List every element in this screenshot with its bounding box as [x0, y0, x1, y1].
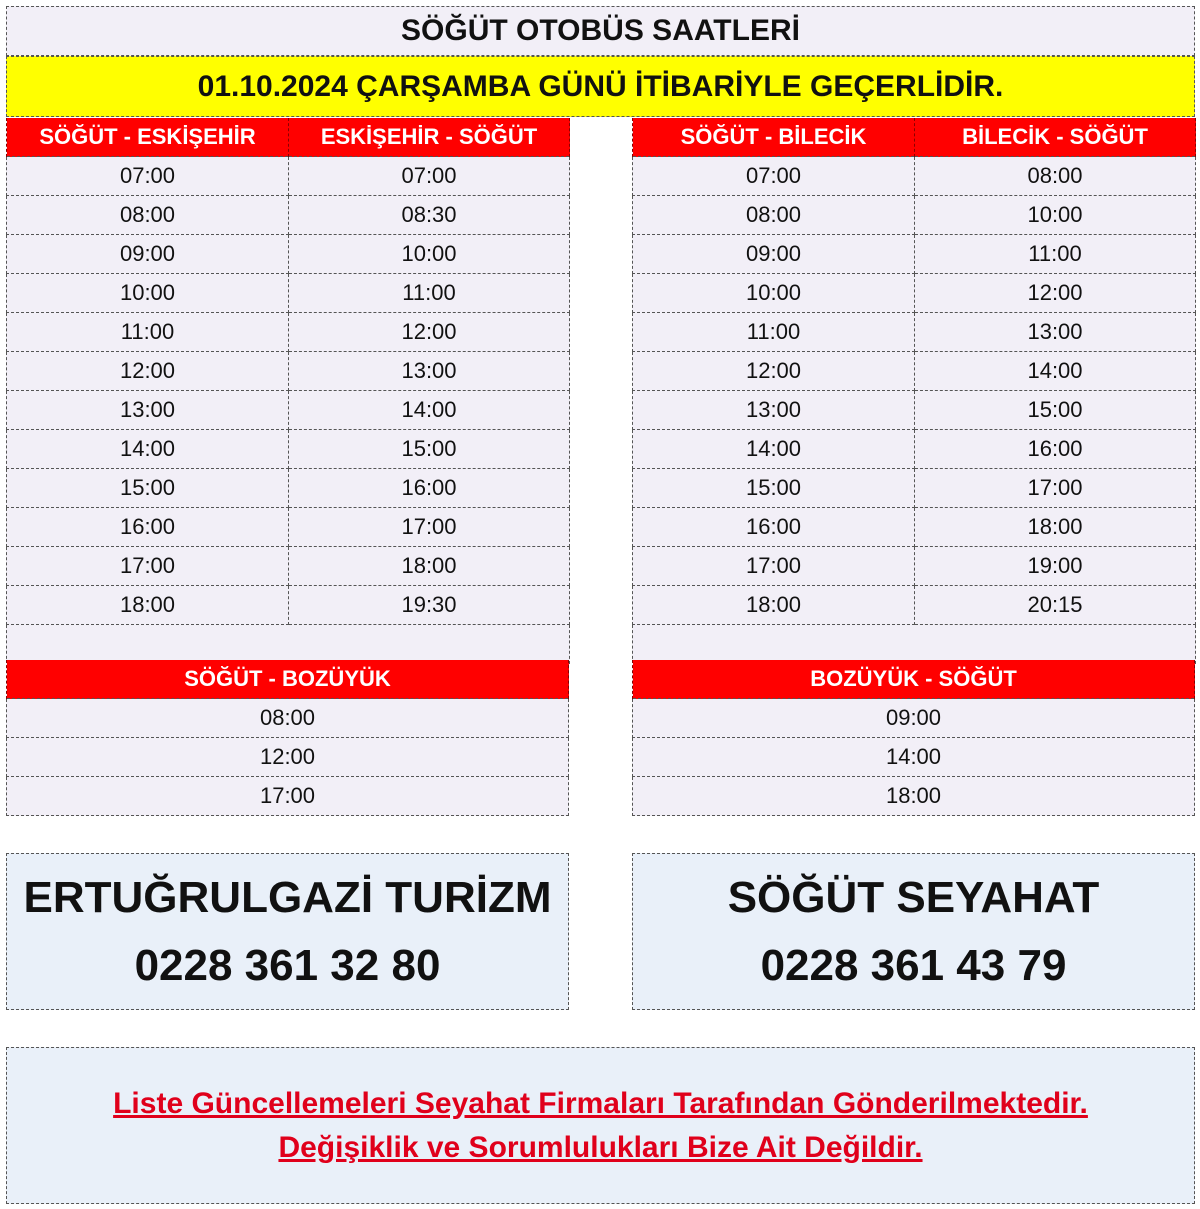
sogut-bozuyuk-table	[6, 660, 569, 816]
table-row	[7, 508, 570, 547]
time-cell: 10:00	[915, 196, 1196, 235]
time-cell: 17:00	[289, 508, 570, 547]
time-cell: 15:00	[915, 391, 1196, 430]
column-header-bilecik-sogut: BİLECİK - SÖĞÜT	[915, 118, 1196, 157]
bozuyuk-sogut-table	[632, 660, 1195, 816]
table-row	[633, 547, 1196, 586]
time-cell: 16:00	[289, 469, 570, 508]
table-row	[7, 391, 570, 430]
disclaimer-line-2: Değişiklik ve Sorumlulukları Bize Ait Değildir.	[278, 1130, 923, 1164]
company-name: ERTUĞRULGAZİ TURİZM	[23, 872, 552, 922]
time-cell: 17:00	[7, 777, 569, 816]
disclaimer-box	[6, 1047, 1195, 1204]
company-name: SÖĞÜT SEYAHAT	[727, 872, 1100, 922]
time-cell: 13:00	[289, 352, 570, 391]
table-row	[7, 274, 570, 313]
column-header-sogut-bilecik: SÖĞÜT - BİLECİK	[633, 118, 915, 157]
time-cell: 13:00	[633, 391, 915, 430]
table-header-row	[633, 118, 1196, 157]
time-cell: 12:00	[633, 352, 915, 391]
time-cell: 10:00	[633, 274, 915, 313]
table-header-row	[633, 660, 1195, 699]
table-row	[633, 157, 1196, 196]
column-header-sogut-eskisehir: SÖĞÜT - ESKİŞEHİR	[7, 118, 289, 157]
table-row	[633, 469, 1196, 508]
table-row	[633, 235, 1196, 274]
table-row	[633, 196, 1196, 235]
time-cell: 18:00	[633, 777, 1195, 816]
time-cell: 11:00	[633, 313, 915, 352]
time-cell: 07:00	[633, 157, 915, 196]
table-row	[7, 430, 570, 469]
time-cell: 12:00	[915, 274, 1196, 313]
page-title: SÖĞÜT OTOBÜS SAATLERİ	[6, 6, 1195, 56]
time-cell: 18:00	[915, 508, 1196, 547]
spacer-cell	[7, 625, 570, 664]
time-cell: 18:00	[7, 586, 289, 625]
time-cell: 12:00	[7, 738, 569, 777]
time-cell: 15:00	[633, 469, 915, 508]
table-row	[7, 235, 570, 274]
spacer-cell	[633, 625, 1196, 664]
table-row	[633, 586, 1196, 625]
time-cell: 15:00	[7, 469, 289, 508]
time-cell: 14:00	[633, 430, 915, 469]
time-cell: 16:00	[633, 508, 915, 547]
time-cell: 08:00	[633, 196, 915, 235]
time-cell: 17:00	[633, 547, 915, 586]
eskisehir-schedule-table	[6, 118, 570, 664]
time-cell: 11:00	[915, 235, 1196, 274]
spacer-row	[633, 625, 1196, 664]
time-cell: 11:00	[289, 274, 570, 313]
time-cell: 19:00	[915, 547, 1196, 586]
table-row	[633, 508, 1196, 547]
table-row	[633, 738, 1195, 777]
table-row	[633, 777, 1195, 816]
time-cell: 08:00	[915, 157, 1196, 196]
time-cell: 15:00	[289, 430, 570, 469]
disclaimer-line-1: Liste Güncellemeleri Seyahat Firmaları Tarafından Gönderilmektedir.	[113, 1086, 1088, 1120]
column-header-sogut-bozuyuk: SÖĞÜT - BOZÜYÜK	[7, 660, 569, 699]
company-box-sogut-seyahat	[632, 853, 1195, 1010]
table-row	[7, 586, 570, 625]
table-row	[7, 777, 569, 816]
time-cell: 08:00	[7, 699, 569, 738]
time-cell: 14:00	[289, 391, 570, 430]
time-cell: 20:15	[915, 586, 1196, 625]
table-row	[633, 391, 1196, 430]
time-cell: 16:00	[915, 430, 1196, 469]
time-cell: 09:00	[633, 699, 1195, 738]
time-cell: 07:00	[7, 157, 289, 196]
time-cell: 19:30	[289, 586, 570, 625]
time-cell: 12:00	[7, 352, 289, 391]
table-row	[7, 699, 569, 738]
column-header-eskisehir-sogut: ESKİŞEHİR - SÖĞÜT	[289, 118, 570, 157]
time-cell: 11:00	[7, 313, 289, 352]
company-phone: 0228 361 43 79	[760, 940, 1067, 990]
time-cell: 10:00	[289, 235, 570, 274]
time-cell: 17:00	[915, 469, 1196, 508]
time-cell: 08:30	[289, 196, 570, 235]
time-cell: 14:00	[633, 738, 1195, 777]
time-cell: 13:00	[915, 313, 1196, 352]
validity-notice: 01.10.2024 ÇARŞAMBA GÜNÜ İTİBARİYLE GEÇERLİDİR.	[6, 56, 1195, 117]
table-row	[7, 738, 569, 777]
table-row	[7, 157, 570, 196]
time-cell: 13:00	[7, 391, 289, 430]
time-cell: 18:00	[633, 586, 915, 625]
column-header-bozuyuk-sogut: BOZÜYÜK - SÖĞÜT	[633, 660, 1195, 699]
time-cell: 08:00	[7, 196, 289, 235]
bilecik-schedule-table	[632, 118, 1196, 664]
time-cell: 14:00	[7, 430, 289, 469]
table-row	[633, 313, 1196, 352]
time-cell: 14:00	[915, 352, 1196, 391]
spacer-row	[7, 625, 570, 664]
time-cell: 16:00	[7, 508, 289, 547]
table-row	[7, 313, 570, 352]
table-row	[633, 430, 1196, 469]
time-cell: 18:00	[289, 547, 570, 586]
time-cell: 09:00	[7, 235, 289, 274]
time-cell: 09:00	[633, 235, 915, 274]
table-row	[7, 196, 570, 235]
time-cell: 12:00	[289, 313, 570, 352]
table-row	[7, 469, 570, 508]
company-phone: 0228 361 32 80	[134, 940, 441, 990]
table-header-row	[7, 660, 569, 699]
table-row	[7, 547, 570, 586]
table-header-row	[7, 118, 570, 157]
table-row	[633, 274, 1196, 313]
time-cell: 17:00	[7, 547, 289, 586]
table-row	[633, 352, 1196, 391]
table-row	[633, 699, 1195, 738]
time-cell: 07:00	[289, 157, 570, 196]
table-row	[7, 352, 570, 391]
company-box-ertugrulgazi	[6, 853, 569, 1010]
time-cell: 10:00	[7, 274, 289, 313]
